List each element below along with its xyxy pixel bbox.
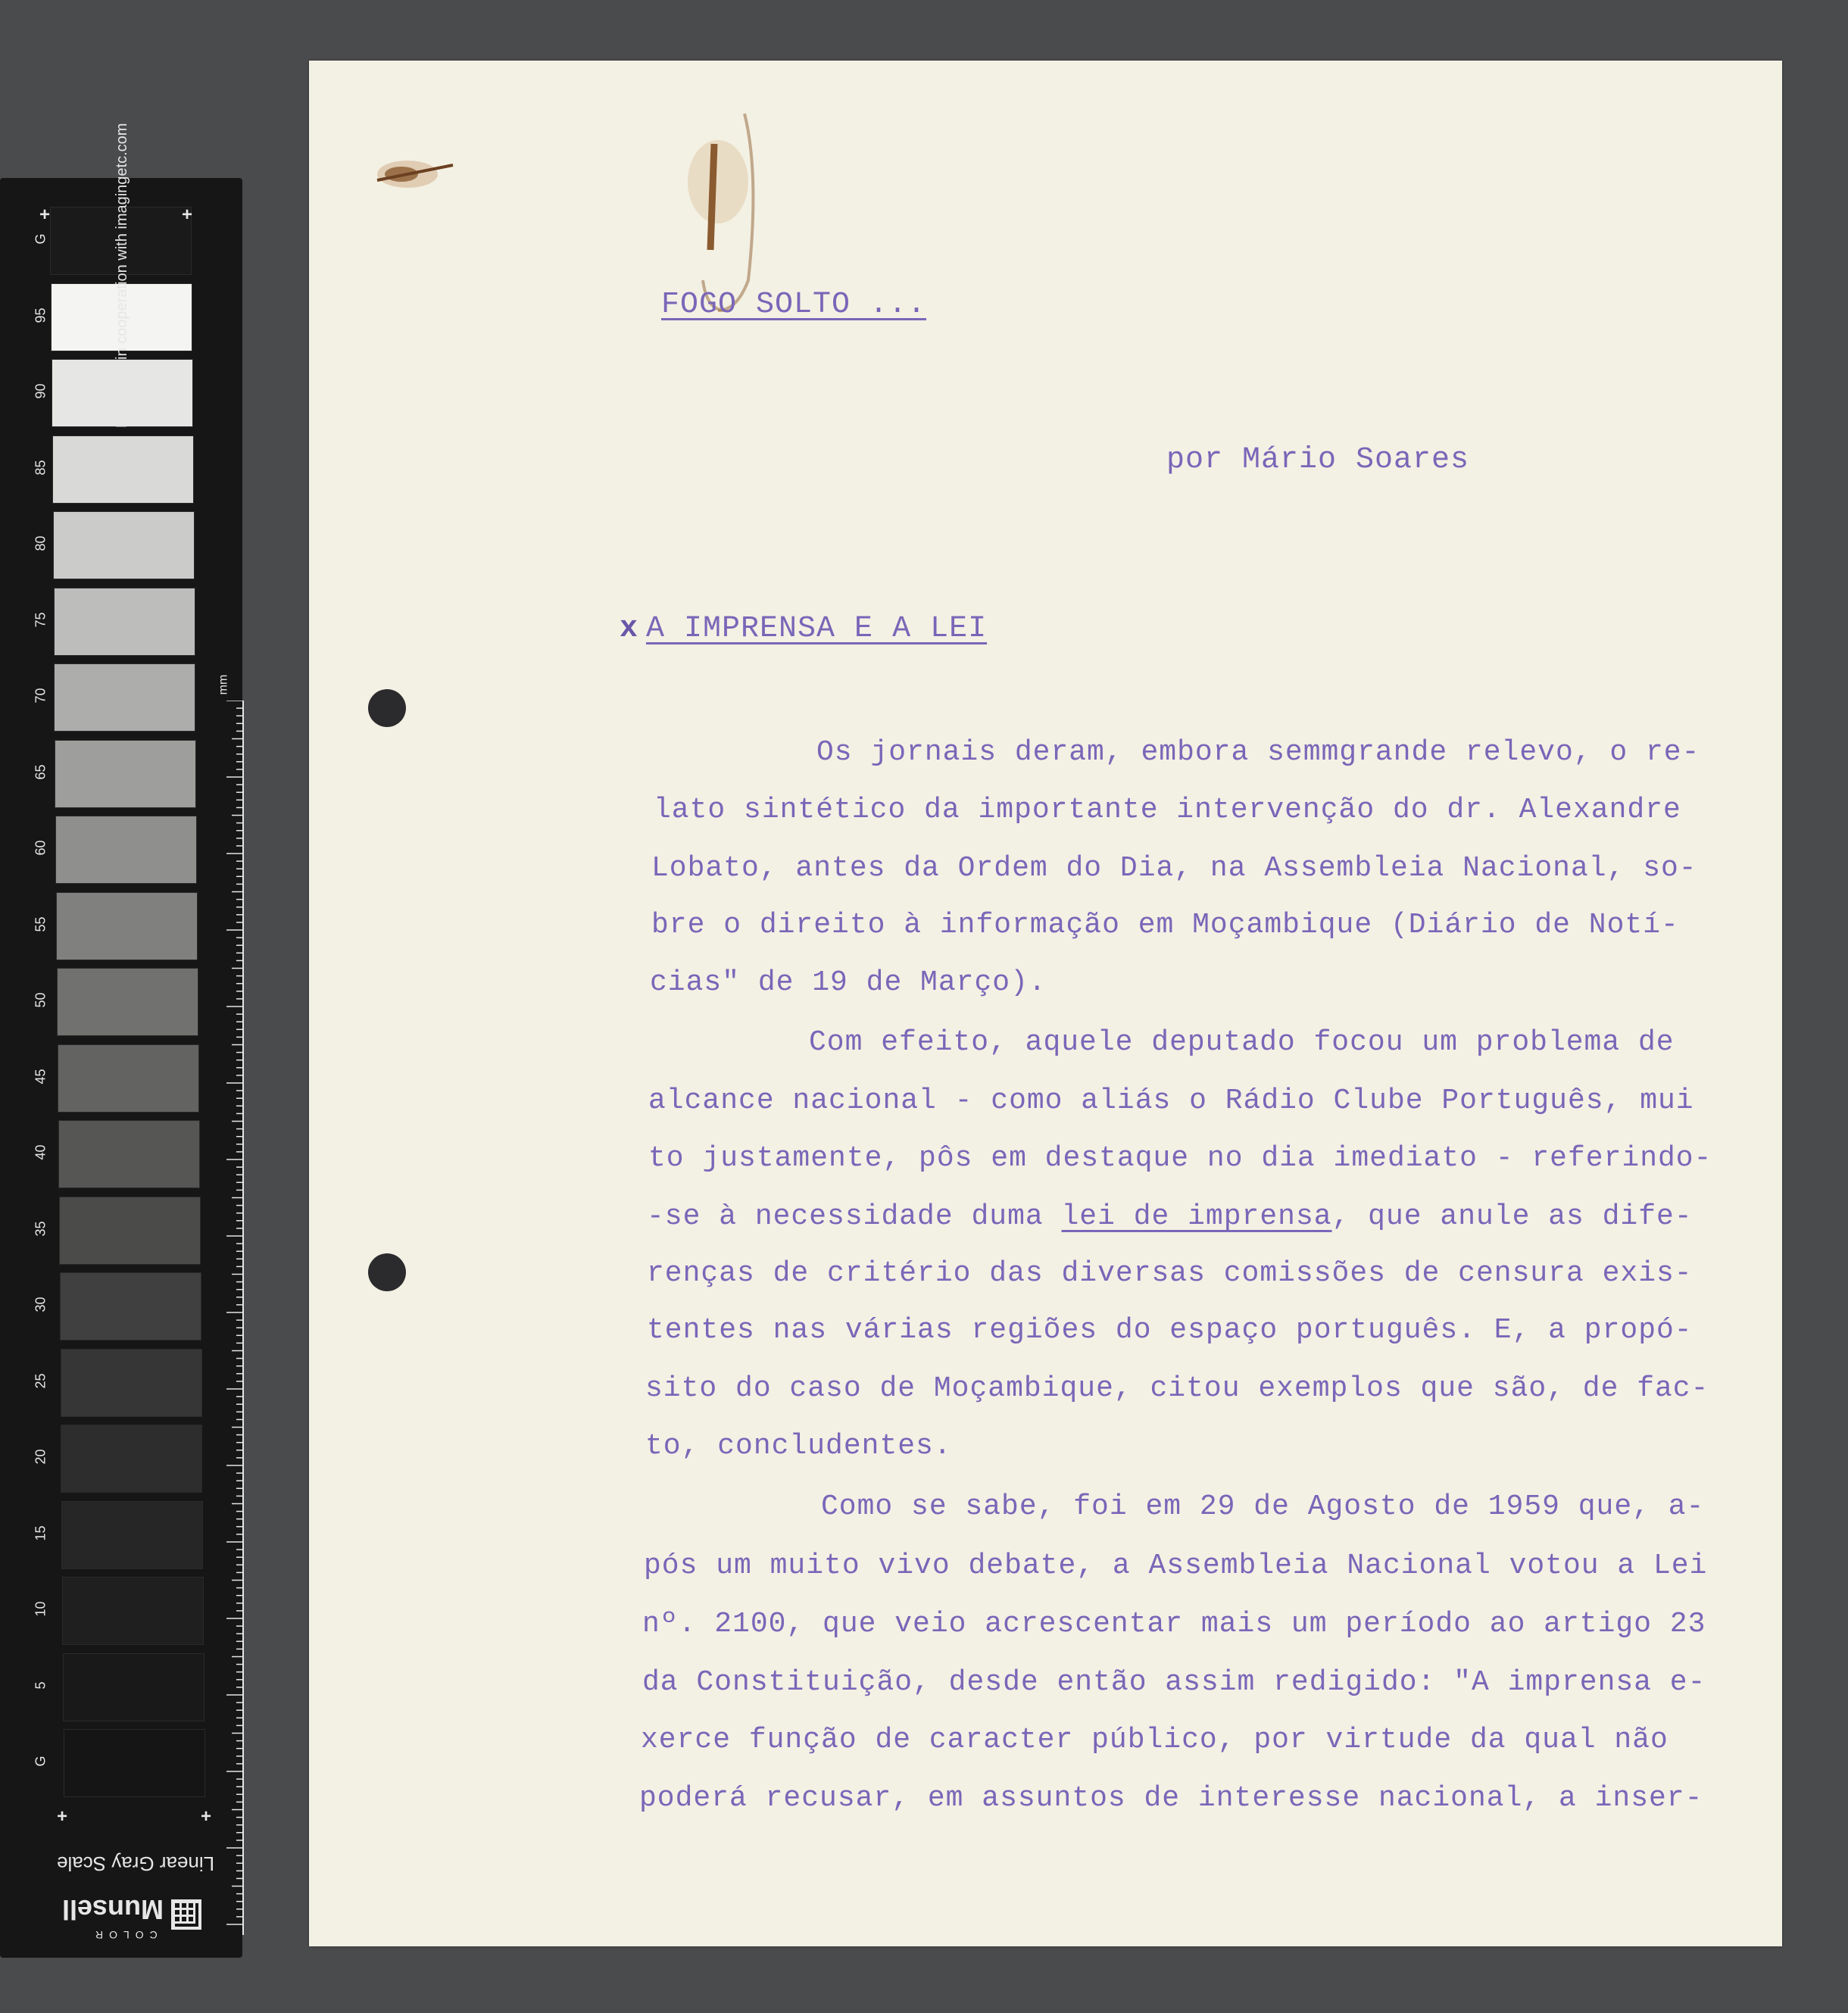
scale-plus-bottom-left: + [57,1806,68,1827]
body-line: pós um muito vivo debate, a Assembleia Nacional votou a Lei [644,1550,1708,1582]
gray-patch-label: 35 [33,1220,48,1237]
mm-ruler [223,701,246,1935]
gray-patch [52,435,194,504]
body-line-segment: , que anule as dife- [1331,1200,1693,1233]
body-line [647,1200,1693,1233]
body-line: Como se sabe, foi em 29 de Agosto de 1959 que, a- [821,1490,1705,1523]
gray-patch-label: 25 [33,1372,48,1389]
body-line: da Constituição, desde então assim redigido: "A imprensa e- [642,1666,1706,1699]
page-title: FOGO SOLTO ... [661,288,927,322]
gray-patch-label: 50 [33,992,48,1008]
scale-credit-text: Designed in cooperation with imagingetc.com [114,123,130,428]
scale-plus-top-right: + [182,204,193,225]
gray-patch [59,1197,201,1265]
gray-patch [54,588,195,656]
gray-patch-label: 45 [33,1068,48,1085]
ruler-unit-label: mm [217,674,230,695]
gray-patch [58,1044,199,1113]
scale-title: Linear Gray Scale [57,1852,215,1875]
gray-patch [58,1120,200,1188]
section-heading [620,612,987,646]
gray-patch [60,1272,201,1340]
munsell-logo-icon [170,1899,202,1930]
body-line: Com efeito, aquele deputado focou um problema de [809,1026,1675,1059]
gray-patch-label: 85 [33,459,48,476]
gray-patch-label: 75 [33,611,48,628]
punch-hole-upper [368,689,406,727]
gray-patch-label: 95 [33,307,48,323]
gray-patch-label: 20 [33,1449,48,1465]
gray-patch-label: 55 [33,916,48,932]
body-line: tentes nas várias regiões do espaço português. E, a propó- [647,1314,1693,1347]
gray-patch [55,740,196,808]
gray-patch [64,1729,205,1797]
body-line-segment: -se à necessidade duma [647,1200,1062,1233]
body-line: xerce função de caracter público, por virtude da qual não [641,1724,1669,1756]
gray-patch-label: 70 [33,688,48,704]
gray-patch-label: 30 [33,1297,48,1312]
author-byline: por Mário Soares [1166,443,1470,477]
gray-patch-label: 90 [33,383,48,399]
gray-patch [53,511,195,579]
body-line: poderá recusar, em assuntos de interesse nacional, a inser- [639,1782,1703,1815]
gray-patch [55,816,197,884]
scale-plus-top-left: + [39,204,51,225]
gray-patch-label: 60 [33,840,48,856]
gray-patch [57,968,198,1036]
underlined-phrase: lei de imprensa [1061,1200,1332,1233]
body-line: nº. 2100, que veio acrescentar mais um período ao artigo 23 [642,1608,1706,1640]
body-line: to, concludentes. [645,1430,952,1462]
munsell-brand: Munsell [62,1894,164,1925]
body-line: to justamente, pôs em destaque no dia imediato - referindo- [648,1142,1712,1175]
gray-patch [54,663,195,732]
gray-patch [63,1653,204,1721]
gray-patch-label: 80 [33,535,48,551]
gray-patch [61,1501,203,1569]
munsell-brand-sub: COLOR [89,1929,158,1941]
gray-patch-label: 10 [33,1601,48,1617]
typed-page [309,61,1782,1946]
body-line: alcance nacional - como aliás o Rádio Clube Português, mui [648,1085,1694,1117]
rust-stain-left [354,121,476,212]
section-title: A IMPRENSA E A LEI [646,612,988,646]
body-line: Os jornais deram, embora semmgrande relevo, o re- [816,736,1700,769]
gray-patch-label: 40 [33,1144,48,1160]
gray-patch [62,1577,204,1645]
gray-scale-card [0,123,242,1958]
gray-patch-label: G [33,233,48,245]
gray-patch-label: 5 [33,1681,48,1690]
gray-patch-label: 65 [33,763,48,780]
body-line: lato sintético da importante intervenção do dr. Alexandre [654,794,1681,826]
body-line: renças de critério das diversas comissões de censura exis- [647,1257,1693,1290]
body-line: cias" de 19 de Março). [650,966,1047,999]
gray-patch [61,1349,202,1417]
gray-patch-label: 15 [33,1525,48,1541]
gray-patch [61,1425,202,1493]
gray-scale-patches [0,178,242,1958]
body-line: bre o direito à informação em Moçambique (Diário de Notí- [651,909,1679,941]
body-line: sito do caso de Moçambique, citou exemplos que são, de fac- [645,1372,1709,1405]
gray-patch [56,892,198,960]
gray-patch-label: G [33,1756,48,1767]
punch-hole-lower [368,1253,406,1291]
body-line: Lobato, antes da Ordem do Dia, na Assembleia Nacional, so- [651,852,1697,885]
scale-plus-bottom-right: + [201,1806,212,1827]
section-mark: x [620,612,639,646]
